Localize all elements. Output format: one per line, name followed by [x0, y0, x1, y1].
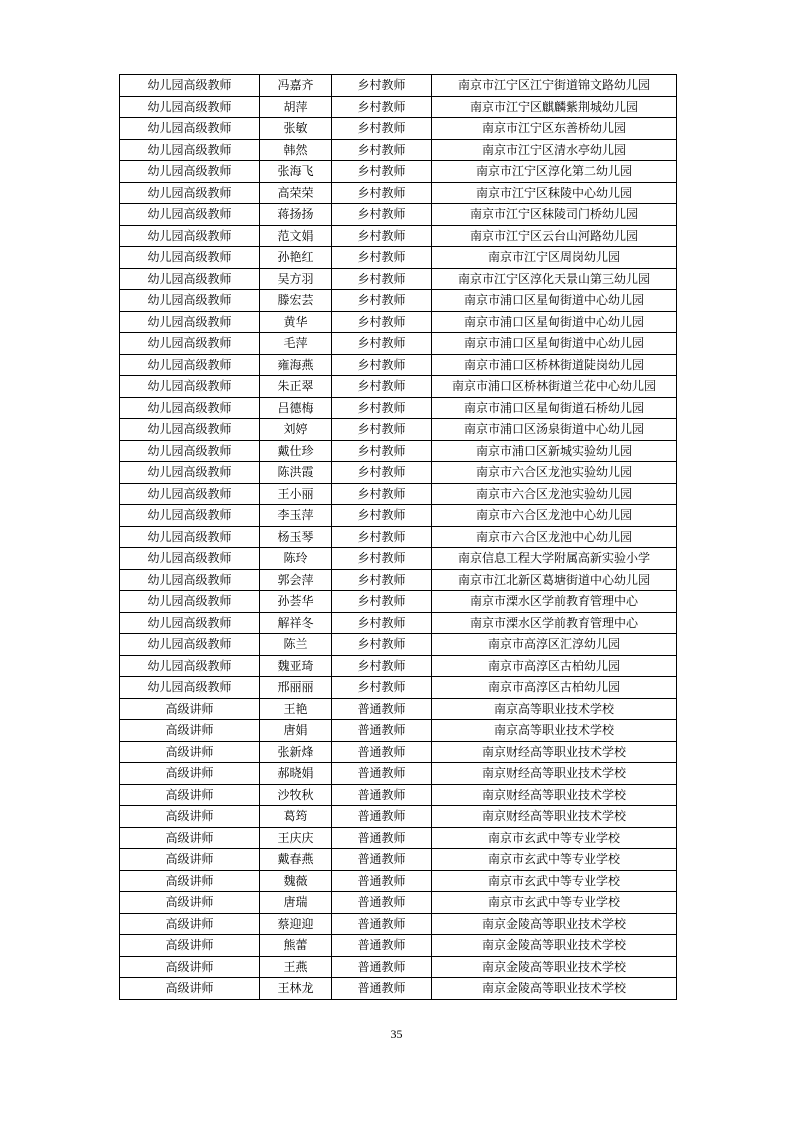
title-cell: 幼儿园高级教师: [120, 612, 260, 634]
table-row: [120, 784, 677, 806]
table-row: [120, 806, 677, 828]
table-row: [120, 139, 677, 161]
teacher-type-cell: 乡村教师: [332, 569, 432, 591]
organization-cell: 南京市浦口区星甸街道中心幼儿园: [432, 333, 677, 355]
title-cell: 幼儿园高级教师: [120, 397, 260, 419]
name-cell: 王艳: [260, 698, 332, 720]
organization-cell: 南京财经高等职业技术学校: [432, 763, 677, 785]
organization-cell: 南京市江宁区周岗幼儿园: [432, 247, 677, 269]
table-row: [120, 978, 677, 1000]
table-row: [120, 247, 677, 269]
name-cell: 张敏: [260, 118, 332, 140]
title-cell: 幼儿园高级教师: [120, 247, 260, 269]
table-row: [120, 268, 677, 290]
table-row: [120, 634, 677, 656]
teacher-type-cell: 普通教师: [332, 978, 432, 1000]
title-cell: 幼儿园高级教师: [120, 333, 260, 355]
teacher-type-cell: 普通教师: [332, 827, 432, 849]
title-cell: 幼儿园高级教师: [120, 268, 260, 290]
title-cell: 幼儿园高级教师: [120, 483, 260, 505]
title-cell: 幼儿园高级教师: [120, 225, 260, 247]
teacher-type-cell: 乡村教师: [332, 397, 432, 419]
title-cell: 幼儿园高级教师: [120, 591, 260, 613]
teacher-type-cell: 乡村教师: [332, 677, 432, 699]
table-row: [120, 956, 677, 978]
name-cell: 吕德梅: [260, 397, 332, 419]
name-cell: 王林龙: [260, 978, 332, 1000]
organization-cell: 南京市溧水区学前教育管理中心: [432, 612, 677, 634]
table-row: [120, 827, 677, 849]
table-row: [120, 591, 677, 613]
title-cell: 幼儿园高级教师: [120, 526, 260, 548]
title-cell: 幼儿园高级教师: [120, 634, 260, 656]
organization-cell: 南京市高淳区古柏幼儿园: [432, 677, 677, 699]
teacher-type-cell: 普通教师: [332, 720, 432, 742]
name-cell: 陈兰: [260, 634, 332, 656]
teacher-type-cell: 普通教师: [332, 956, 432, 978]
organization-cell: 南京市江北新区葛塘街道中心幼儿园: [432, 569, 677, 591]
table-row: [120, 612, 677, 634]
organization-cell: 南京金陵高等职业技术学校: [432, 935, 677, 957]
title-cell: 高级讲师: [120, 806, 260, 828]
title-cell: 幼儿园高级教师: [120, 462, 260, 484]
name-cell: 胡萍: [260, 96, 332, 118]
name-cell: 郭会萍: [260, 569, 332, 591]
title-cell: 高级讲师: [120, 892, 260, 914]
teacher-type-cell: 普通教师: [332, 913, 432, 935]
organization-cell: 南京市六合区龙池实验幼儿园: [432, 483, 677, 505]
teacher-type-cell: 普通教师: [332, 892, 432, 914]
title-cell: 幼儿园高级教师: [120, 440, 260, 462]
teacher-type-cell: 乡村教师: [332, 225, 432, 247]
title-cell: 高级讲师: [120, 741, 260, 763]
table-row: [120, 655, 677, 677]
organization-cell: 南京财经高等职业技术学校: [432, 784, 677, 806]
name-cell: 范文娟: [260, 225, 332, 247]
name-cell: 张海飞: [260, 161, 332, 183]
title-cell: 幼儿园高级教师: [120, 569, 260, 591]
table-row: [120, 677, 677, 699]
title-cell: 幼儿园高级教师: [120, 311, 260, 333]
table-row: [120, 419, 677, 441]
organization-cell: 南京市江宁区淳化第二幼儿园: [432, 161, 677, 183]
organization-cell: 南京市江宁区秣陵司门桥幼儿园: [432, 204, 677, 226]
organization-cell: 南京市玄武中等专业学校: [432, 870, 677, 892]
organization-cell: 南京市浦口区星甸街道中心幼儿园: [432, 290, 677, 312]
title-cell: 高级讲师: [120, 698, 260, 720]
teacher-type-cell: 乡村教师: [332, 204, 432, 226]
teacher-type-cell: 乡村教师: [332, 161, 432, 183]
name-cell: 蔡迎迎: [260, 913, 332, 935]
table-row: [120, 354, 677, 376]
title-cell: 高级讲师: [120, 978, 260, 1000]
organization-cell: 南京金陵高等职业技术学校: [432, 978, 677, 1000]
organization-cell: 南京财经高等职业技术学校: [432, 741, 677, 763]
teacher-type-cell: 乡村教师: [332, 139, 432, 161]
organization-cell: 南京市江宁区云台山河路幼儿园: [432, 225, 677, 247]
teacher-type-cell: 普通教师: [332, 935, 432, 957]
organization-cell: 南京市浦口区星甸街道中心幼儿园: [432, 311, 677, 333]
organization-cell: 南京市六合区龙池中心幼儿园: [432, 505, 677, 527]
table-row: [120, 763, 677, 785]
title-cell: 高级讲师: [120, 784, 260, 806]
table-row: [120, 913, 677, 935]
organization-cell: 南京财经高等职业技术学校: [432, 806, 677, 828]
teacher-type-cell: 乡村教师: [332, 268, 432, 290]
title-cell: 幼儿园高级教师: [120, 419, 260, 441]
table-row: [120, 290, 677, 312]
name-cell: 孙荟华: [260, 591, 332, 613]
title-cell: 高级讲师: [120, 935, 260, 957]
table-row: [120, 161, 677, 183]
teacher-type-cell: 乡村教师: [332, 75, 432, 97]
teacher-type-cell: 普通教师: [332, 870, 432, 892]
teacher-type-cell: 乡村教师: [332, 182, 432, 204]
name-cell: 黄华: [260, 311, 332, 333]
name-cell: 戴仕珍: [260, 440, 332, 462]
table-row: [120, 311, 677, 333]
name-cell: 陈洪霞: [260, 462, 332, 484]
name-cell: 熊蕾: [260, 935, 332, 957]
name-cell: 高荣荣: [260, 182, 332, 204]
teacher-type-cell: 乡村教师: [332, 440, 432, 462]
title-cell: 幼儿园高级教师: [120, 548, 260, 570]
organization-cell: 南京市江宁区清水亭幼儿园: [432, 139, 677, 161]
name-cell: 解祥冬: [260, 612, 332, 634]
teacher-type-cell: 乡村教师: [332, 655, 432, 677]
organization-cell: 南京市浦口区新城实验幼儿园: [432, 440, 677, 462]
name-cell: 雍海燕: [260, 354, 332, 376]
title-cell: 幼儿园高级教师: [120, 354, 260, 376]
name-cell: 滕宏芸: [260, 290, 332, 312]
title-cell: 幼儿园高级教师: [120, 182, 260, 204]
table-row: [120, 440, 677, 462]
teacher-type-cell: 乡村教师: [332, 526, 432, 548]
organization-cell: 南京市溧水区学前教育管理中心: [432, 591, 677, 613]
name-cell: 蒋扬扬: [260, 204, 332, 226]
table-row: [120, 333, 677, 355]
table-row: [120, 397, 677, 419]
title-cell: 高级讲师: [120, 870, 260, 892]
title-cell: 幼儿园高级教师: [120, 118, 260, 140]
organization-cell: 南京市高淳区古柏幼儿园: [432, 655, 677, 677]
title-cell: 高级讲师: [120, 956, 260, 978]
title-cell: 幼儿园高级教师: [120, 505, 260, 527]
title-cell: 高级讲师: [120, 763, 260, 785]
teacher-type-cell: 乡村教师: [332, 247, 432, 269]
table-row: [120, 75, 677, 97]
table-row: [120, 182, 677, 204]
table-row: [120, 548, 677, 570]
table-row: [120, 526, 677, 548]
name-cell: 王庆庆: [260, 827, 332, 849]
organization-cell: 南京市浦口区汤泉街道中心幼儿园: [432, 419, 677, 441]
teacher-type-cell: 乡村教师: [332, 612, 432, 634]
table-row: [120, 118, 677, 140]
organization-cell: 南京市江宁区秣陵中心幼儿园: [432, 182, 677, 204]
teacher-type-cell: 普通教师: [332, 741, 432, 763]
teacher-type-cell: 普通教师: [332, 698, 432, 720]
name-cell: 杨玉琴: [260, 526, 332, 548]
teacher-type-cell: 乡村教师: [332, 591, 432, 613]
name-cell: 唐瑞: [260, 892, 332, 914]
table-row: [120, 698, 677, 720]
table-row: [120, 569, 677, 591]
table-row: [120, 376, 677, 398]
name-cell: 郝晓娟: [260, 763, 332, 785]
name-cell: 韩然: [260, 139, 332, 161]
title-cell: 幼儿园高级教师: [120, 139, 260, 161]
name-cell: 邢丽丽: [260, 677, 332, 699]
page-number: 35: [390, 1027, 403, 1041]
title-cell: 幼儿园高级教师: [120, 655, 260, 677]
organization-cell: 南京高等职业技术学校: [432, 698, 677, 720]
table-row: [120, 870, 677, 892]
title-cell: 高级讲师: [120, 720, 260, 742]
table-row: [120, 462, 677, 484]
organization-cell: 南京市江宁区淳化天景山第三幼儿园: [432, 268, 677, 290]
table-row: [120, 935, 677, 957]
organization-cell: 南京市浦口区星甸街道石桥幼儿园: [432, 397, 677, 419]
teacher-type-cell: 普通教师: [332, 849, 432, 871]
table-row: [120, 720, 677, 742]
teacher-type-cell: 乡村教师: [332, 505, 432, 527]
teacher-type-cell: 乡村教师: [332, 96, 432, 118]
teacher-type-cell: 普通教师: [332, 806, 432, 828]
name-cell: 王小丽: [260, 483, 332, 505]
teacher-type-cell: 乡村教师: [332, 354, 432, 376]
title-cell: 高级讲师: [120, 849, 260, 871]
name-cell: 吴方羽: [260, 268, 332, 290]
teacher-type-cell: 乡村教师: [332, 118, 432, 140]
organization-cell: 南京市高淳区汇淳幼儿园: [432, 634, 677, 656]
organization-cell: 南京市江宁区江宁街道锦文路幼儿园: [432, 75, 677, 97]
organization-cell: 南京市玄武中等专业学校: [432, 827, 677, 849]
teacher-type-cell: 乡村教师: [332, 290, 432, 312]
title-cell: 幼儿园高级教师: [120, 161, 260, 183]
organization-cell: 南京市江宁区麒麟紫荆城幼儿园: [432, 96, 677, 118]
name-cell: 张新烽: [260, 741, 332, 763]
title-cell: 幼儿园高级教师: [120, 96, 260, 118]
title-cell: 幼儿园高级教师: [120, 204, 260, 226]
teacher-type-cell: 乡村教师: [332, 634, 432, 656]
name-cell: 孙艳红: [260, 247, 332, 269]
table-row: [120, 741, 677, 763]
table-row: [120, 892, 677, 914]
name-cell: 魏亚琦: [260, 655, 332, 677]
table-row: [120, 849, 677, 871]
organization-cell: 南京信息工程大学附属高新实验小学: [432, 548, 677, 570]
teacher-type-cell: 普通教师: [332, 763, 432, 785]
organization-cell: 南京市江宁区东善桥幼儿园: [432, 118, 677, 140]
name-cell: 刘婷: [260, 419, 332, 441]
teacher-type-cell: 乡村教师: [332, 483, 432, 505]
organization-cell: 南京高等职业技术学校: [432, 720, 677, 742]
title-cell: 高级讲师: [120, 827, 260, 849]
teacher-type-cell: 普通教师: [332, 784, 432, 806]
organization-cell: 南京市玄武中等专业学校: [432, 849, 677, 871]
teacher-type-cell: 乡村教师: [332, 419, 432, 441]
title-cell: 幼儿园高级教师: [120, 75, 260, 97]
title-cell: 幼儿园高级教师: [120, 290, 260, 312]
organization-cell: 南京市六合区龙池中心幼儿园: [432, 526, 677, 548]
teacher-type-cell: 乡村教师: [332, 311, 432, 333]
title-cell: 高级讲师: [120, 913, 260, 935]
organization-cell: 南京金陵高等职业技术学校: [432, 956, 677, 978]
name-cell: 朱正翠: [260, 376, 332, 398]
teacher-type-cell: 乡村教师: [332, 548, 432, 570]
organization-cell: 南京市浦口区桥林街道兰花中心幼儿园: [432, 376, 677, 398]
name-cell: 魏薇: [260, 870, 332, 892]
name-cell: 李玉萍: [260, 505, 332, 527]
teacher-roster-table: [119, 74, 677, 1000]
table-row: [120, 96, 677, 118]
name-cell: 唐娟: [260, 720, 332, 742]
teacher-type-cell: 乡村教师: [332, 333, 432, 355]
organization-cell: 南京市玄武中等专业学校: [432, 892, 677, 914]
teacher-roster-body: [120, 75, 677, 1000]
table-row: [120, 225, 677, 247]
organization-cell: 南京市六合区龙池实验幼儿园: [432, 462, 677, 484]
name-cell: 冯嘉齐: [260, 75, 332, 97]
table-row: [120, 204, 677, 226]
teacher-type-cell: 乡村教师: [332, 462, 432, 484]
organization-cell: 南京市浦口区桥林街道陡岗幼儿园: [432, 354, 677, 376]
table-row: [120, 505, 677, 527]
title-cell: 幼儿园高级教师: [120, 376, 260, 398]
name-cell: 葛筠: [260, 806, 332, 828]
teacher-type-cell: 乡村教师: [332, 376, 432, 398]
organization-cell: 南京金陵高等职业技术学校: [432, 913, 677, 935]
name-cell: 戴春燕: [260, 849, 332, 871]
title-cell: 幼儿园高级教师: [120, 677, 260, 699]
name-cell: 沙牧秋: [260, 784, 332, 806]
name-cell: 王燕: [260, 956, 332, 978]
name-cell: 毛萍: [260, 333, 332, 355]
table-row: [120, 483, 677, 505]
name-cell: 陈玲: [260, 548, 332, 570]
